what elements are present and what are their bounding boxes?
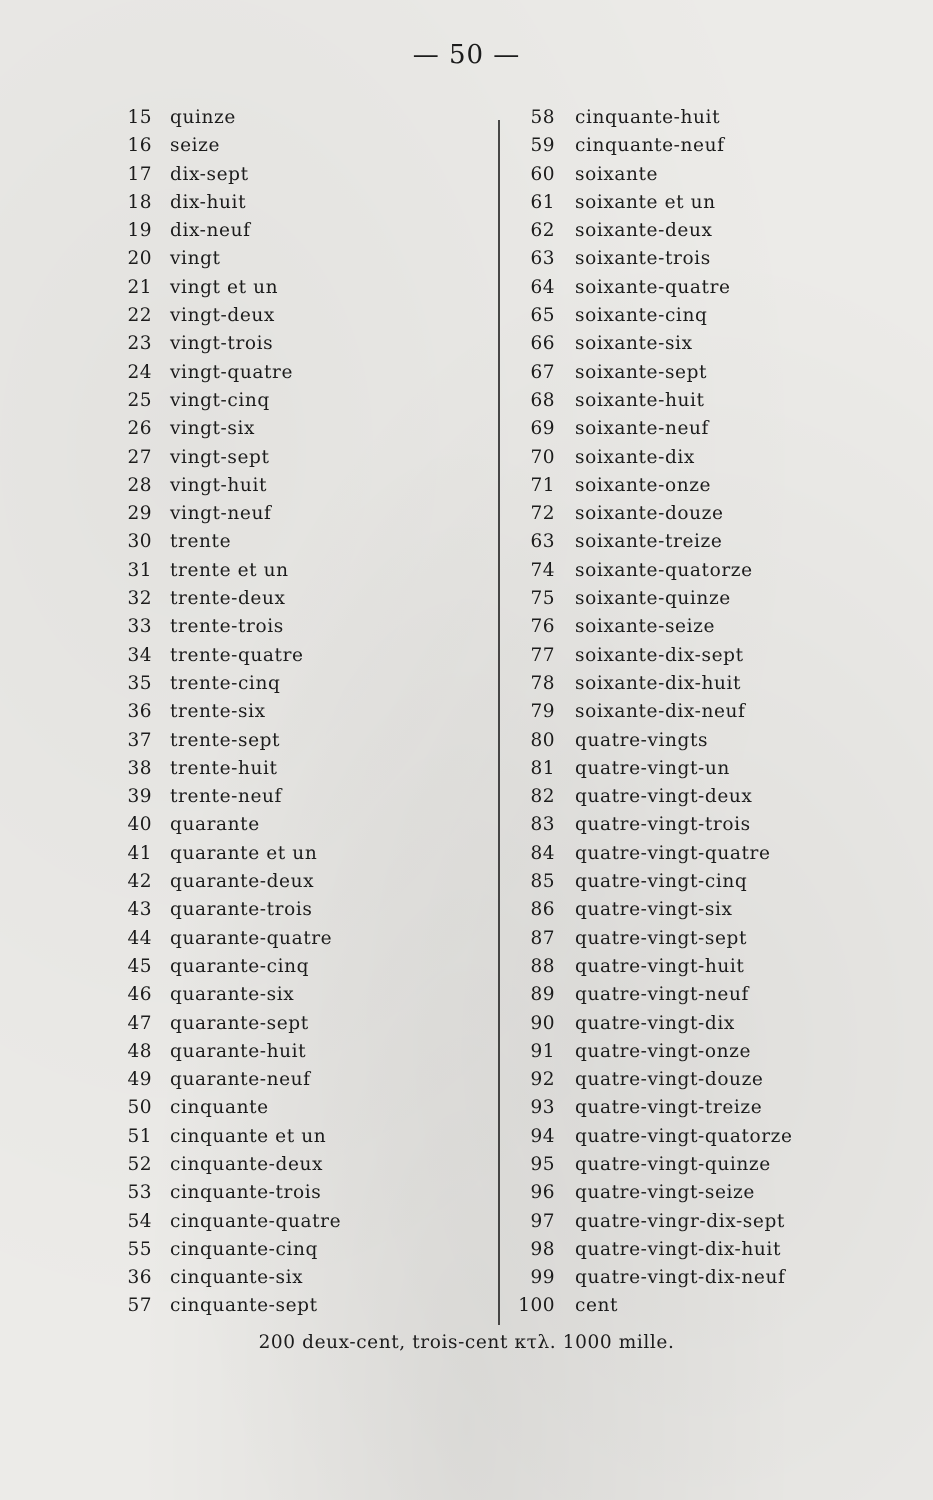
number-word: vingt-sept xyxy=(170,446,270,468)
number-word: quatre-vingt-trois xyxy=(575,814,751,836)
number-row xyxy=(505,528,925,556)
number-row xyxy=(98,359,488,387)
number-word: soixante-onze xyxy=(575,474,712,496)
numeral: 24 xyxy=(127,361,152,383)
number-word: cinquante et un xyxy=(170,1125,327,1147)
number-row xyxy=(98,1123,488,1151)
numeral: 64 xyxy=(530,276,555,298)
numeral: 21 xyxy=(127,276,152,298)
number-word: quatre-vingt-seize xyxy=(575,1182,755,1204)
number-word: quatre-vingt-onze xyxy=(575,1040,752,1062)
numeral: 97 xyxy=(530,1210,555,1232)
number-word: trente-trois xyxy=(170,616,284,638)
numeral: 63 xyxy=(530,248,555,270)
number-word: cent xyxy=(575,1295,619,1317)
number-row xyxy=(505,896,925,924)
number-word: quatre-vingt-un xyxy=(575,757,730,779)
numeral: 22 xyxy=(127,305,152,327)
numeral: 38 xyxy=(127,757,152,779)
number-word: dix-sept xyxy=(170,163,249,185)
number-word: quarante-deux xyxy=(170,871,315,893)
number-word: quatre-vingt-cinq xyxy=(575,871,748,893)
numeral: 55 xyxy=(127,1238,152,1260)
numeral: 75 xyxy=(530,588,555,610)
numeral: 31 xyxy=(127,559,152,581)
numeral: 16 xyxy=(127,135,152,157)
number-row xyxy=(98,1264,488,1292)
number-row xyxy=(98,811,488,839)
numeral: 98 xyxy=(530,1238,555,1260)
number-row xyxy=(505,1208,925,1236)
number-row xyxy=(505,727,925,755)
number-word: soixante-dix-sept xyxy=(575,644,744,666)
number-word: cinquante xyxy=(170,1097,269,1119)
numeral: 50 xyxy=(127,1097,152,1119)
number-row xyxy=(98,472,488,500)
number-word: quatre-vingt-huit xyxy=(575,955,745,977)
number-row xyxy=(505,840,925,868)
number-row xyxy=(505,359,925,387)
number-word: quatre-vingt-deux xyxy=(575,786,753,808)
numeral: 76 xyxy=(530,616,555,638)
number-row xyxy=(98,642,488,670)
number-row xyxy=(505,1292,925,1320)
number-row xyxy=(98,755,488,783)
numeral: 45 xyxy=(127,955,152,977)
number-row xyxy=(98,670,488,698)
numeral: 41 xyxy=(127,842,152,864)
number-word: quarante-huit xyxy=(170,1040,307,1062)
numeral: 17 xyxy=(127,163,152,185)
number-word: quatre-vingt-quatre xyxy=(575,842,771,864)
number-word: soixante-quatre xyxy=(575,276,731,298)
left-number-column xyxy=(98,104,488,1321)
number-row xyxy=(505,755,925,783)
number-word: quatre-vingt-quinze xyxy=(575,1153,771,1175)
number-word: quarante-sept xyxy=(170,1012,309,1034)
number-row xyxy=(505,500,925,528)
number-word: quatre-vingt-treize xyxy=(575,1097,763,1119)
number-word: soixante et un xyxy=(575,191,716,213)
number-word: quatre-vingt-six xyxy=(575,899,733,921)
number-row xyxy=(98,274,488,302)
numeral: 48 xyxy=(127,1040,152,1062)
numeral: 28 xyxy=(127,474,152,496)
number-row xyxy=(98,104,488,132)
numeral: 18 xyxy=(127,191,152,213)
numeral: 90 xyxy=(530,1012,555,1034)
number-word: soixante-dix xyxy=(575,446,695,468)
number-word: trente-huit xyxy=(170,757,278,779)
number-row xyxy=(98,585,488,613)
number-row xyxy=(98,868,488,896)
number-word: trente-quatre xyxy=(170,644,304,666)
numeral: 37 xyxy=(127,729,152,751)
numeral: 33 xyxy=(127,616,152,638)
number-row xyxy=(505,444,925,472)
number-word: soixante-cinq xyxy=(575,305,708,327)
numeral: 83 xyxy=(530,814,555,836)
number-word: trente-deux xyxy=(170,588,286,610)
number-row xyxy=(505,783,925,811)
number-row xyxy=(505,1094,925,1122)
number-row xyxy=(98,415,488,443)
numeral: 77 xyxy=(530,644,555,666)
number-word: quarante-quatre xyxy=(170,927,333,949)
number-row xyxy=(505,1038,925,1066)
number-row xyxy=(505,1179,925,1207)
number-row xyxy=(98,613,488,641)
number-word: quinze xyxy=(170,107,236,128)
number-word: trente-neuf xyxy=(170,786,282,808)
number-word: cinquante-six xyxy=(170,1267,304,1289)
number-row xyxy=(505,1123,925,1151)
numeral: 46 xyxy=(127,984,152,1006)
number-row xyxy=(98,1208,488,1236)
number-word: seize xyxy=(170,135,221,157)
number-word: vingt-cinq xyxy=(170,389,270,411)
numeral: 26 xyxy=(127,418,152,440)
number-row xyxy=(505,1264,925,1292)
numeral: 19 xyxy=(127,220,152,242)
column-divider xyxy=(498,120,500,1325)
number-word: cinquante-huit xyxy=(575,107,721,128)
number-word: soixante-trois xyxy=(575,248,711,270)
numeral: 93 xyxy=(530,1097,555,1119)
number-row xyxy=(98,387,488,415)
number-row xyxy=(98,217,488,245)
number-row xyxy=(505,1236,925,1264)
number-row xyxy=(98,132,488,160)
numeral: 30 xyxy=(127,531,152,553)
number-row xyxy=(505,472,925,500)
number-word: soixante-treize xyxy=(575,531,723,553)
number-word: vingt et un xyxy=(170,276,279,298)
number-row xyxy=(98,698,488,726)
numeral: 20 xyxy=(127,248,152,270)
numeral: 35 xyxy=(127,672,152,694)
number-row xyxy=(98,528,488,556)
numeral: 43 xyxy=(127,899,152,921)
footer-line: 200 deux-cent, trois-cent κτλ. 1000 mille. xyxy=(258,1332,675,1353)
numeral: 47 xyxy=(127,1012,152,1034)
number-word: soixante-quinze xyxy=(575,588,731,610)
number-row xyxy=(505,302,925,330)
number-row xyxy=(98,953,488,981)
number-word: vingt-trois xyxy=(170,333,274,355)
number-row xyxy=(505,585,925,613)
number-row xyxy=(98,1038,488,1066)
number-row xyxy=(505,104,925,132)
number-row xyxy=(505,811,925,839)
numeral: 54 xyxy=(127,1210,152,1232)
number-word: quatre-vingt-sept xyxy=(575,927,747,949)
numeral: 49 xyxy=(127,1069,152,1091)
numeral: 53 xyxy=(127,1182,152,1204)
number-word: quatre-vingt-dix-huit xyxy=(575,1238,781,1260)
number-word: cinquante-trois xyxy=(170,1182,322,1204)
number-word: quatre-vingt-neuf xyxy=(575,984,749,1006)
number-word: soixante-neuf xyxy=(575,418,709,440)
number-word: cinquante-sept xyxy=(170,1295,318,1317)
number-row xyxy=(98,783,488,811)
number-row xyxy=(505,642,925,670)
numeral: 52 xyxy=(127,1153,152,1175)
numeral: 69 xyxy=(530,418,555,440)
number-word: soixante-dix-neuf xyxy=(575,701,746,723)
numeral: 70 xyxy=(530,446,555,468)
number-row xyxy=(505,330,925,358)
number-row xyxy=(98,1094,488,1122)
numeral: 65 xyxy=(530,305,555,327)
numeral: 82 xyxy=(530,786,555,808)
numeral: 81 xyxy=(530,757,555,779)
numeral: 78 xyxy=(530,672,555,694)
number-row xyxy=(98,161,488,189)
number-word: soixante-douze xyxy=(575,503,724,525)
number-word: soixante-deux xyxy=(575,220,713,242)
number-row xyxy=(98,1179,488,1207)
number-row xyxy=(505,981,925,1009)
number-row xyxy=(98,925,488,953)
number-word: soixante-six xyxy=(575,333,693,355)
number-word: quarante-cinq xyxy=(170,955,310,977)
number-word: trente-cinq xyxy=(170,672,281,694)
number-row xyxy=(98,1151,488,1179)
number-row xyxy=(505,161,925,189)
number-word: quatre-vingt-dix xyxy=(575,1012,735,1034)
numeral: 57 xyxy=(127,1295,152,1317)
numeral: 32 xyxy=(127,588,152,610)
number-row xyxy=(505,953,925,981)
numeral: 99 xyxy=(530,1267,555,1289)
numeral: 61 xyxy=(530,191,555,213)
number-row xyxy=(505,868,925,896)
numeral: 23 xyxy=(127,333,152,355)
numeral: 59 xyxy=(530,135,555,157)
number-row xyxy=(505,613,925,641)
numeral: 86 xyxy=(530,899,555,921)
number-row xyxy=(98,245,488,273)
numeral: 67 xyxy=(530,361,555,383)
numeral: 29 xyxy=(127,503,152,525)
number-word: quatre-vingt-douze xyxy=(575,1069,764,1091)
numeral: 89 xyxy=(530,984,555,1006)
number-word: trente-sept xyxy=(170,729,281,751)
numeral: 96 xyxy=(530,1182,555,1204)
numeral: 39 xyxy=(127,786,152,808)
number-word: soixante-dix-huit xyxy=(575,672,742,694)
numeral: 60 xyxy=(530,163,555,185)
number-word: dix-huit xyxy=(170,191,247,213)
numeral: 58 xyxy=(530,107,555,128)
number-word: quatre-vingt-dix-neuf xyxy=(575,1267,786,1289)
number-row xyxy=(98,1066,488,1094)
numeral: 51 xyxy=(127,1125,152,1147)
number-word: cinquante-cinq xyxy=(170,1238,318,1260)
number-row xyxy=(505,698,925,726)
numeral: 94 xyxy=(530,1125,555,1147)
number-row xyxy=(98,727,488,755)
number-word: vingt-six xyxy=(170,418,256,440)
numeral: 88 xyxy=(530,955,555,977)
numeral: 15 xyxy=(127,107,152,128)
number-row xyxy=(98,557,488,585)
numeral: 27 xyxy=(127,446,152,468)
number-word: trente-six xyxy=(170,701,266,723)
number-word: vingt-deux xyxy=(170,305,275,327)
number-row xyxy=(505,557,925,585)
numeral: 84 xyxy=(530,842,555,864)
numeral: 85 xyxy=(530,871,555,893)
number-word: cinquante-neuf xyxy=(575,135,725,157)
number-word: quarante-trois xyxy=(170,899,313,921)
numeral: 36 xyxy=(127,701,152,723)
numeral: 74 xyxy=(530,559,555,581)
number-row xyxy=(98,840,488,868)
right-number-column xyxy=(505,104,925,1321)
number-word: quatre-vingr-dix-sept xyxy=(575,1210,785,1232)
number-word: quatre-vingt-quatorze xyxy=(575,1125,793,1147)
number-row xyxy=(98,500,488,528)
numeral: 40 xyxy=(127,814,152,836)
number-word: soixante-quatorze xyxy=(575,559,753,581)
number-row xyxy=(505,189,925,217)
number-row xyxy=(98,1236,488,1264)
numeral: 36 xyxy=(127,1267,152,1289)
number-row xyxy=(505,217,925,245)
numeral: 44 xyxy=(127,927,152,949)
numeral: 95 xyxy=(530,1153,555,1175)
number-word: soixante-seize xyxy=(575,616,716,638)
number-row xyxy=(505,1010,925,1038)
number-row xyxy=(505,1151,925,1179)
number-row xyxy=(98,1292,488,1320)
numeral: 34 xyxy=(127,644,152,666)
number-word: cinquante-quatre xyxy=(170,1210,342,1232)
numeral: 87 xyxy=(530,927,555,949)
numeral: 92 xyxy=(530,1069,555,1091)
number-row xyxy=(98,981,488,1009)
numeral: 68 xyxy=(530,389,555,411)
number-word: dix-neuf xyxy=(170,220,251,242)
number-row xyxy=(505,415,925,443)
number-row xyxy=(505,1066,925,1094)
number-row xyxy=(505,132,925,160)
numeral: 42 xyxy=(127,871,152,893)
number-word: vingt-neuf xyxy=(170,503,272,525)
numeral: 62 xyxy=(530,220,555,242)
number-row xyxy=(505,670,925,698)
number-row xyxy=(505,925,925,953)
number-row xyxy=(98,189,488,217)
numeral: 63 xyxy=(530,531,555,553)
number-row xyxy=(505,274,925,302)
numeral: 80 xyxy=(530,729,555,751)
number-word: quarante xyxy=(170,814,260,836)
number-word: vingt-huit xyxy=(170,474,267,496)
number-word: quatre-vingts xyxy=(575,729,709,751)
number-row xyxy=(98,896,488,924)
number-row xyxy=(98,330,488,358)
numeral: 91 xyxy=(530,1040,555,1062)
number-row xyxy=(505,245,925,273)
number-word: trente et un xyxy=(170,559,289,581)
page-number: — 50 — xyxy=(412,40,521,70)
number-row xyxy=(98,302,488,330)
number-word: vingt xyxy=(170,248,221,270)
numeral: 79 xyxy=(530,701,555,723)
numeral: 72 xyxy=(530,503,555,525)
numeral: 100 xyxy=(518,1295,555,1317)
number-word: quarante et un xyxy=(170,842,318,864)
number-row xyxy=(505,387,925,415)
numeral: 25 xyxy=(127,389,152,411)
number-row xyxy=(98,444,488,472)
number-word: soixante-huit xyxy=(575,389,705,411)
numeral: 66 xyxy=(530,333,555,355)
number-word: quarante-neuf xyxy=(170,1069,311,1091)
numeral: 71 xyxy=(530,474,555,496)
number-word: soixante xyxy=(575,163,659,185)
number-word: quarante-six xyxy=(170,984,295,1006)
number-row xyxy=(98,1010,488,1038)
number-word: soixante-sept xyxy=(575,361,708,383)
number-word: trente xyxy=(170,531,232,553)
number-word: vingt-quatre xyxy=(170,361,294,383)
number-word: cinquante-deux xyxy=(170,1153,324,1175)
